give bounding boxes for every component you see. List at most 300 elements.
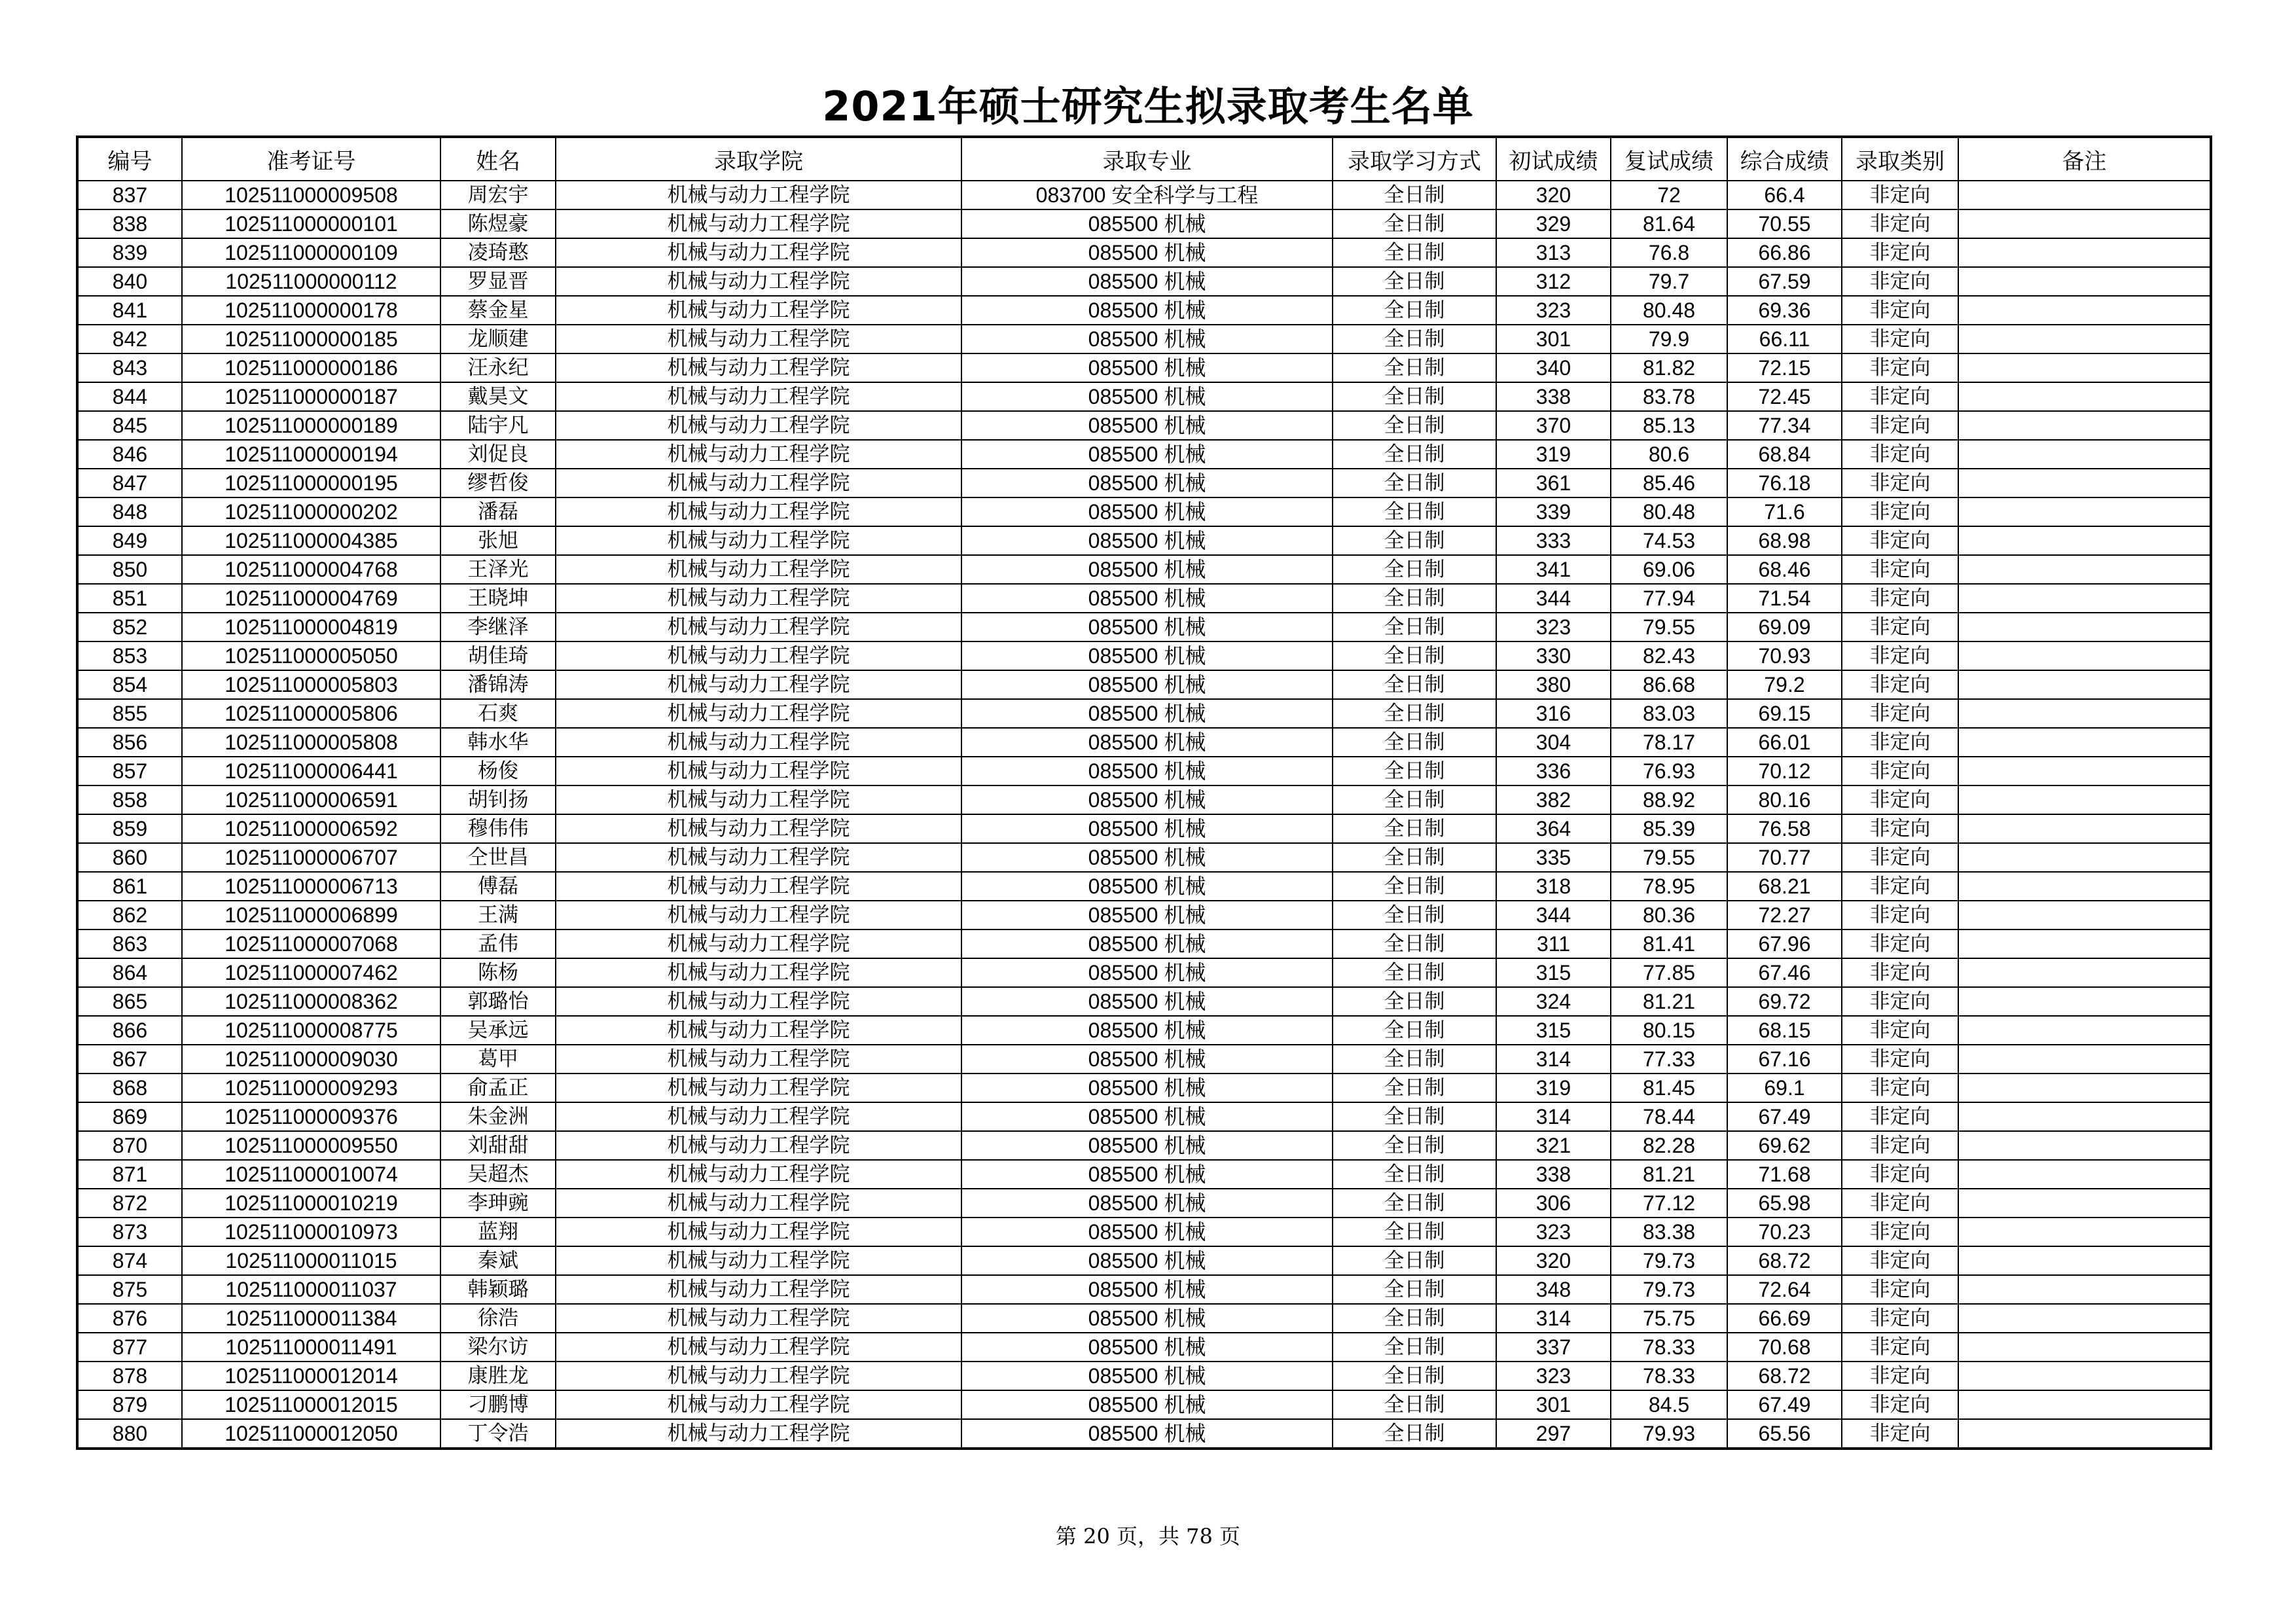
study-mode-cell: 全日制 [1333,1333,1496,1362]
study-mode-cell: 全日制 [1333,497,1496,526]
table-row [77,1131,2211,1160]
remarks-cell [1958,1016,2211,1045]
major-cell: 085500 机械 [961,411,1333,440]
total-score-cell: 79.2 [1727,670,1842,699]
college-cell: 机械与动力工程学院 [556,901,961,929]
exam-id-cell: 102511000000178 [182,296,440,325]
name-cell: 刁鹏博 [440,1390,556,1419]
study-mode-cell: 全日制 [1333,1016,1496,1045]
initial-score-cell: 316 [1496,699,1611,728]
exam-id-cell: 102511000009293 [182,1074,440,1102]
category-cell: 非定向 [1842,584,1958,613]
number-cell: 859 [77,814,182,843]
major-cell: 085500 机械 [961,584,1333,613]
college-cell: 机械与动力工程学院 [556,1419,961,1449]
remarks-cell [1958,1074,2211,1102]
category-cell: 非定向 [1842,1362,1958,1390]
major-cell: 085500 机械 [961,699,1333,728]
exam-id-cell: 102511000006713 [182,872,440,901]
number-cell: 873 [77,1218,182,1246]
major-cell: 085500 机械 [961,1189,1333,1218]
college-cell: 机械与动力工程学院 [556,728,961,757]
category-cell: 非定向 [1842,353,1958,382]
header-cell-study-mode: 录取学习方式 [1333,137,1496,181]
category-cell: 非定向 [1842,238,1958,267]
table-row [77,1074,2211,1102]
exam-id-cell: 102511000009030 [182,1045,440,1074]
total-score-cell: 68.98 [1727,526,1842,555]
college-cell: 机械与动力工程学院 [556,555,961,584]
initial-score-cell: 315 [1496,1016,1611,1045]
table-row [77,843,2211,872]
total-score-cell: 67.46 [1727,958,1842,987]
college-cell: 机械与动力工程学院 [556,1362,961,1390]
initial-score-cell: 301 [1496,325,1611,353]
study-mode-cell: 全日制 [1333,267,1496,296]
remarks-cell [1958,1390,2211,1419]
header-cell-initial-score: 初试成绩 [1496,137,1611,181]
table-row [77,209,2211,238]
total-score-cell: 68.72 [1727,1362,1842,1390]
name-cell: 梁尔访 [440,1333,556,1362]
retest-score-cell: 79.93 [1611,1419,1727,1449]
initial-score-cell: 323 [1496,1362,1611,1390]
retest-score-cell: 78.33 [1611,1333,1727,1362]
college-cell: 机械与动力工程学院 [556,209,961,238]
name-cell: 刘甜甜 [440,1131,556,1160]
name-cell: 丁令浩 [440,1419,556,1449]
study-mode-cell: 全日制 [1333,353,1496,382]
table-row [77,1160,2211,1189]
category-cell: 非定向 [1842,296,1958,325]
study-mode-cell: 全日制 [1333,555,1496,584]
number-cell: 875 [77,1275,182,1304]
total-score-cell: 72.64 [1727,1275,1842,1304]
retest-score-cell: 83.03 [1611,699,1727,728]
table-row [77,987,2211,1016]
study-mode-cell: 全日制 [1333,757,1496,785]
number-cell: 843 [77,353,182,382]
number-cell: 869 [77,1102,182,1131]
number-cell: 866 [77,1016,182,1045]
table-row [77,1016,2211,1045]
major-cell: 085500 机械 [961,1131,1333,1160]
total-score-cell: 69.09 [1727,613,1842,641]
initial-score-cell: 324 [1496,987,1611,1016]
page-title: 2021年硕士研究生拟录取考生名单 [822,82,1474,130]
category-cell: 非定向 [1842,1304,1958,1333]
remarks-cell [1958,1131,2211,1160]
exam-id-cell: 102511000004385 [182,526,440,555]
remarks-cell [1958,613,2211,641]
remarks-cell [1958,670,2211,699]
table-row [77,1390,2211,1419]
college-cell: 机械与动力工程学院 [556,929,961,958]
number-cell: 857 [77,757,182,785]
major-cell: 085500 机械 [961,728,1333,757]
name-cell: 吴超杰 [440,1160,556,1189]
exam-id-cell: 102511000010074 [182,1160,440,1189]
total-score-cell: 69.36 [1727,296,1842,325]
name-cell: 罗显晋 [440,267,556,296]
major-cell: 085500 机械 [961,929,1333,958]
exam-id-cell: 102511000010219 [182,1189,440,1218]
total-score-cell: 71.6 [1727,497,1842,526]
remarks-cell [1958,1304,2211,1333]
exam-id-cell: 102511000009376 [182,1102,440,1131]
retest-score-cell: 79.73 [1611,1275,1727,1304]
study-mode-cell: 全日制 [1333,584,1496,613]
study-mode-cell: 全日制 [1333,1304,1496,1333]
exam-id-cell: 102511000009550 [182,1131,440,1160]
total-score-cell: 71.54 [1727,584,1842,613]
remarks-cell [1958,785,2211,814]
college-cell: 机械与动力工程学院 [556,1246,961,1275]
retest-score-cell: 81.82 [1611,353,1727,382]
major-cell: 085500 机械 [961,1333,1333,1362]
number-cell: 847 [77,469,182,497]
exam-id-cell: 102511000006899 [182,901,440,929]
college-cell: 机械与动力工程学院 [556,958,961,987]
total-score-cell: 66.86 [1727,238,1842,267]
name-cell: 陆宇凡 [440,411,556,440]
initial-score-cell: 344 [1496,584,1611,613]
table-row [77,1189,2211,1218]
name-cell: 孟伟 [440,929,556,958]
table-row [77,1246,2211,1275]
name-cell: 朱金洲 [440,1102,556,1131]
name-cell: 王晓坤 [440,584,556,613]
retest-score-cell: 81.64 [1611,209,1727,238]
major-cell: 085500 机械 [961,469,1333,497]
remarks-cell [1958,757,2211,785]
study-mode-cell: 全日制 [1333,296,1496,325]
total-score-cell: 65.56 [1727,1419,1842,1449]
college-cell: 机械与动力工程学院 [556,843,961,872]
total-score-cell: 69.1 [1727,1074,1842,1102]
exam-id-cell: 102511000004768 [182,555,440,584]
college-cell: 机械与动力工程学院 [556,814,961,843]
college-cell: 机械与动力工程学院 [556,325,961,353]
major-cell: 085500 机械 [961,1102,1333,1131]
study-mode-cell: 全日制 [1333,440,1496,469]
retest-score-cell: 84.5 [1611,1390,1727,1419]
category-cell: 非定向 [1842,1218,1958,1246]
initial-score-cell: 338 [1496,1160,1611,1189]
category-cell: 非定向 [1842,814,1958,843]
total-score-cell: 66.11 [1727,325,1842,353]
initial-score-cell: 311 [1496,929,1611,958]
college-cell: 机械与动力工程学院 [556,1131,961,1160]
number-cell: 871 [77,1160,182,1189]
major-cell: 085500 机械 [961,267,1333,296]
name-cell: 仝世昌 [440,843,556,872]
name-cell: 龙顺建 [440,325,556,353]
study-mode-cell: 全日制 [1333,1362,1496,1390]
retest-score-cell: 79.7 [1611,267,1727,296]
remarks-cell [1958,1160,2211,1189]
category-cell: 非定向 [1842,1246,1958,1275]
number-cell: 861 [77,872,182,901]
table-row [77,440,2211,469]
study-mode-cell: 全日制 [1333,785,1496,814]
category-cell: 非定向 [1842,1045,1958,1074]
header-cell-number: 编号 [77,137,182,181]
exam-id-cell: 102511000010973 [182,1218,440,1246]
initial-score-cell: 313 [1496,238,1611,267]
name-cell: 蔡金星 [440,296,556,325]
initial-score-cell: 330 [1496,641,1611,670]
study-mode-cell: 全日制 [1333,987,1496,1016]
name-cell: 戴昊文 [440,382,556,411]
category-cell: 非定向 [1842,613,1958,641]
remarks-cell [1958,584,2211,613]
exam-id-cell: 102511000006441 [182,757,440,785]
total-score-cell: 70.12 [1727,757,1842,785]
college-cell: 机械与动力工程学院 [556,440,961,469]
initial-score-cell: 338 [1496,382,1611,411]
retest-score-cell: 82.28 [1611,1131,1727,1160]
number-cell: 853 [77,641,182,670]
total-score-cell: 66.01 [1727,728,1842,757]
number-cell: 849 [77,526,182,555]
remarks-cell [1958,267,2211,296]
total-score-cell: 68.21 [1727,872,1842,901]
major-cell: 085500 机械 [961,958,1333,987]
college-cell: 机械与动力工程学院 [556,613,961,641]
total-score-cell: 69.62 [1727,1131,1842,1160]
category-cell: 非定向 [1842,1189,1958,1218]
initial-score-cell: 329 [1496,209,1611,238]
retest-score-cell: 80.48 [1611,296,1727,325]
remarks-cell [1958,526,2211,555]
retest-score-cell: 78.95 [1611,872,1727,901]
exam-id-cell: 102511000000195 [182,469,440,497]
header-cell-exam-id: 准考证号 [182,137,440,181]
retest-score-cell: 82.43 [1611,641,1727,670]
remarks-cell [1958,814,2211,843]
table-row [77,670,2211,699]
number-cell: 851 [77,584,182,613]
remarks-cell [1958,1362,2211,1390]
exam-id-cell: 102511000000185 [182,325,440,353]
study-mode-cell: 全日制 [1333,613,1496,641]
name-cell: 陈煜豪 [440,209,556,238]
category-cell: 非定向 [1842,901,1958,929]
name-cell: 陈杨 [440,958,556,987]
remarks-cell [1958,181,2211,209]
study-mode-cell: 全日制 [1333,1045,1496,1074]
major-cell: 085500 机械 [961,1246,1333,1275]
major-cell: 085500 机械 [961,987,1333,1016]
total-score-cell: 67.16 [1727,1045,1842,1074]
total-score-cell: 68.15 [1727,1016,1842,1045]
number-cell: 865 [77,987,182,1016]
initial-score-cell: 320 [1496,1246,1611,1275]
study-mode-cell: 全日制 [1333,1419,1496,1449]
header-cell-total-score: 综合成绩 [1727,137,1842,181]
initial-score-cell: 323 [1496,296,1611,325]
study-mode-cell: 全日制 [1333,814,1496,843]
name-cell: 李珅豌 [440,1189,556,1218]
initial-score-cell: 320 [1496,181,1611,209]
header-cell-category: 录取类别 [1842,137,1958,181]
table-row [77,584,2211,613]
total-score-cell: 72.45 [1727,382,1842,411]
category-cell: 非定向 [1842,469,1958,497]
retest-score-cell: 78.33 [1611,1362,1727,1390]
study-mode-cell: 全日制 [1333,1246,1496,1275]
name-cell: 王满 [440,901,556,929]
total-score-cell: 67.49 [1727,1390,1842,1419]
study-mode-cell: 全日制 [1333,1102,1496,1131]
category-cell: 非定向 [1842,1160,1958,1189]
header-cell-major: 录取专业 [961,137,1333,181]
exam-id-cell: 102511000011037 [182,1275,440,1304]
table-row [77,613,2211,641]
college-cell: 机械与动力工程学院 [556,1304,961,1333]
number-cell: 870 [77,1131,182,1160]
retest-score-cell: 80.36 [1611,901,1727,929]
remarks-cell [1958,1102,2211,1131]
category-cell: 非定向 [1842,1419,1958,1449]
category-cell: 非定向 [1842,382,1958,411]
category-cell: 非定向 [1842,1333,1958,1362]
major-cell: 085500 机械 [961,296,1333,325]
number-cell: 840 [77,267,182,296]
initial-score-cell: 364 [1496,814,1611,843]
initial-score-cell: 348 [1496,1275,1611,1304]
remarks-cell [1958,1275,2211,1304]
table-row [77,1045,2211,1074]
retest-score-cell: 77.94 [1611,584,1727,613]
remarks-cell [1958,1419,2211,1449]
retest-score-cell: 86.68 [1611,670,1727,699]
exam-id-cell: 102511000006707 [182,843,440,872]
retest-score-cell: 79.55 [1611,613,1727,641]
number-cell: 876 [77,1304,182,1333]
study-mode-cell: 全日制 [1333,728,1496,757]
remarks-cell [1958,872,2211,901]
number-cell: 839 [77,238,182,267]
retest-score-cell: 72 [1611,181,1727,209]
total-score-cell: 77.34 [1727,411,1842,440]
name-cell: 汪永纪 [440,353,556,382]
table-body [77,181,2211,1449]
number-cell: 877 [77,1333,182,1362]
major-cell: 085500 机械 [961,641,1333,670]
table-row [77,238,2211,267]
remarks-cell [1958,209,2211,238]
initial-score-cell: 306 [1496,1189,1611,1218]
college-cell: 机械与动力工程学院 [556,1218,961,1246]
category-cell: 非定向 [1842,872,1958,901]
exam-id-cell: 102511000012014 [182,1362,440,1390]
name-cell: 潘磊 [440,497,556,526]
name-cell: 杨俊 [440,757,556,785]
table-row [77,382,2211,411]
number-cell: 868 [77,1074,182,1102]
number-cell: 878 [77,1362,182,1390]
number-cell: 850 [77,555,182,584]
initial-score-cell: 315 [1496,958,1611,987]
remarks-cell [1958,843,2211,872]
major-cell: 085500 机械 [961,555,1333,584]
category-cell: 非定向 [1842,497,1958,526]
exam-id-cell: 102511000000202 [182,497,440,526]
exam-id-cell: 102511000011015 [182,1246,440,1275]
study-mode-cell: 全日制 [1333,325,1496,353]
name-cell: 韩颖璐 [440,1275,556,1304]
total-score-cell: 70.93 [1727,641,1842,670]
table-row [77,181,2211,209]
retest-score-cell: 77.12 [1611,1189,1727,1218]
major-cell: 085500 机械 [961,843,1333,872]
category-cell: 非定向 [1842,843,1958,872]
study-mode-cell: 全日制 [1333,1218,1496,1246]
major-cell: 085500 机械 [961,785,1333,814]
name-cell: 凌琦憨 [440,238,556,267]
table-row [77,641,2211,670]
retest-score-cell: 83.78 [1611,382,1727,411]
exam-id-cell: 102511000012050 [182,1419,440,1449]
exam-id-cell: 102511000005808 [182,728,440,757]
study-mode-cell: 全日制 [1333,1131,1496,1160]
remarks-cell [1958,958,2211,987]
number-cell: 880 [77,1419,182,1449]
remarks-cell [1958,555,2211,584]
major-cell: 085500 机械 [961,1362,1333,1390]
exam-id-cell: 102511000004769 [182,584,440,613]
study-mode-cell: 全日制 [1333,1275,1496,1304]
exam-id-cell: 102511000005806 [182,699,440,728]
exam-id-cell: 102511000005050 [182,641,440,670]
name-cell: 胡钊扬 [440,785,556,814]
initial-score-cell: 370 [1496,411,1611,440]
major-cell: 085500 机械 [961,1016,1333,1045]
table-row [77,785,2211,814]
retest-score-cell: 69.06 [1611,555,1727,584]
total-score-cell: 65.98 [1727,1189,1842,1218]
initial-score-cell: 341 [1496,555,1611,584]
category-cell: 非定向 [1842,526,1958,555]
college-cell: 机械与动力工程学院 [556,353,961,382]
total-score-cell: 76.18 [1727,469,1842,497]
retest-score-cell: 81.41 [1611,929,1727,958]
retest-score-cell: 79.73 [1611,1246,1727,1275]
college-cell: 机械与动力工程学院 [556,670,961,699]
retest-score-cell: 74.53 [1611,526,1727,555]
remarks-cell [1958,469,2211,497]
number-cell: 864 [77,958,182,987]
remarks-cell [1958,987,2211,1016]
table-row [77,1218,2211,1246]
retest-score-cell: 78.44 [1611,1102,1727,1131]
study-mode-cell: 全日制 [1333,958,1496,987]
name-cell: 俞孟正 [440,1074,556,1102]
study-mode-cell: 全日制 [1333,872,1496,901]
name-cell: 周宏宇 [440,181,556,209]
category-cell: 非定向 [1842,267,1958,296]
category-cell: 非定向 [1842,958,1958,987]
category-cell: 非定向 [1842,929,1958,958]
retest-score-cell: 83.38 [1611,1218,1727,1246]
exam-id-cell: 102511000000189 [182,411,440,440]
study-mode-cell: 全日制 [1333,699,1496,728]
college-cell: 机械与动力工程学院 [556,987,961,1016]
college-cell: 机械与动力工程学院 [556,785,961,814]
remarks-cell [1958,353,2211,382]
